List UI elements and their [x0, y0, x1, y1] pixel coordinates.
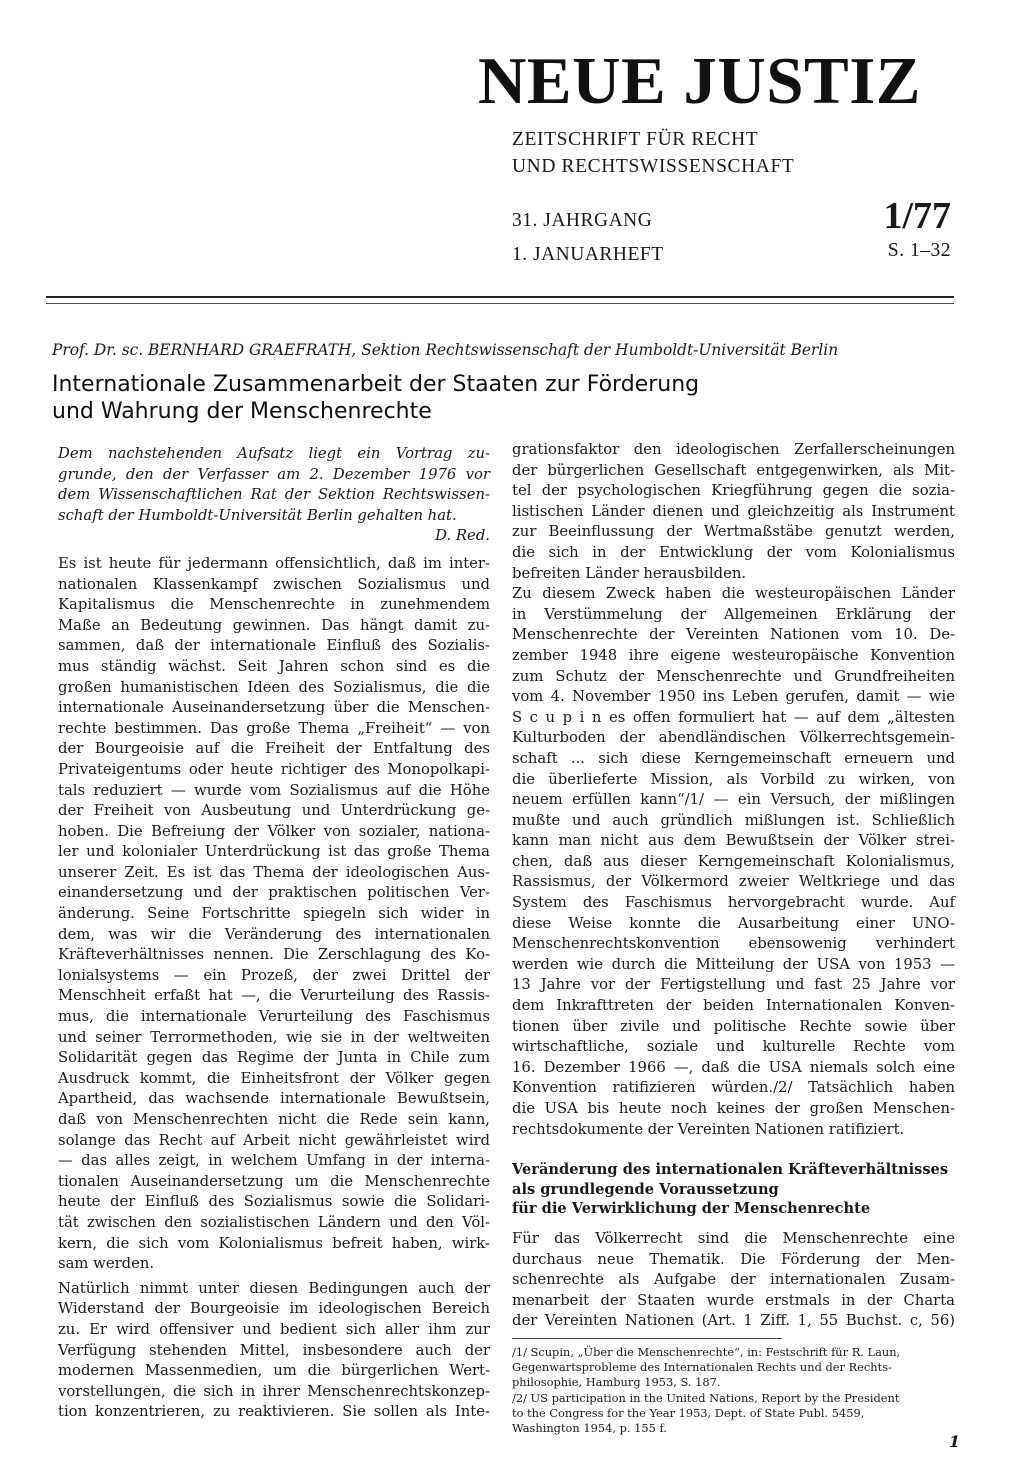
text-line: Natürlich nimmt unter diesen Bedingungen auch der [58, 1279, 490, 1297]
text-line: mus ständig wächst. Seit Jahren schon sind es die [58, 657, 490, 675]
text-line: kann man nicht aus dem Bewußtsein der Völker strei- [512, 832, 955, 850]
text-line: hoben. Die Befreiung der Völker von sozialer, nationa- [58, 822, 490, 840]
text-line: zur Beeinflussung der Wertmaßstäbe genutzt werden, [512, 523, 955, 541]
footnote [512, 1391, 955, 1435]
text-line: ler und kolonialer Unterdrückung ist das große Thema [58, 843, 490, 861]
text-line: Rassismus, der Völkermord zweier Weltkriege und das [512, 873, 955, 891]
editorial-intro [58, 444, 490, 547]
text-line: Widerstand der Bourgeoisie im ideologischen Bereich [58, 1300, 490, 1318]
text-line: kern, die sich vom Kolonialismus befreit haben, wirk- [58, 1234, 490, 1252]
footnote [512, 1345, 955, 1389]
text-line: Veränderung des internationalen Kräfteverhältnisses [512, 1161, 949, 1179]
text-line: dem Wissenschaftlichen Rat der Sektion Rechtswissen- [58, 486, 490, 504]
text-line: befreiten Länder herausbilden. [512, 564, 747, 582]
text-line: Kapitalismus die Menschenrechte in zunehmendem [58, 596, 490, 614]
text-line: Kulturboden der abendländischen Völkerrechtsgemein- [512, 729, 955, 747]
text-line: zum Schutz der Menschenrechte und Grundfreiheiten [512, 667, 955, 685]
text-line: /1/ Scupin, „Über die Menschenrechte“, in: Festschrift für R. Laun, [512, 1344, 901, 1359]
column-right [512, 440, 955, 1438]
text-line: mus, die internationale Verurteilung des Faschismus [58, 1008, 490, 1026]
text-line: neuem erfüllen kann“/1/ — ein Versuch, der mißlingen [512, 791, 955, 809]
column-left [58, 444, 490, 1423]
text-line: dem Inkrafttreten der beiden Internationalen Konven- [512, 997, 955, 1015]
text-line: wirtschaftliche, soziale und kulturelle Rechte vom [512, 1038, 955, 1056]
text-line: der Vereinten Nationen (Art. 1 Ziff. 1, 55 Buchst. c, 56) [512, 1312, 955, 1330]
text-line: Menschenrechte der Vereinten Nationen vom 10. De- [512, 626, 955, 644]
text-line: modernen Massenmedien, um die bürgerlichen Wert- [58, 1362, 490, 1380]
text-line: Solidarität gegen das Regime der Junta in Chile zum [58, 1049, 490, 1067]
text-line: mußte und auch gründlich mißlungen ist. Schließlich [512, 811, 955, 829]
article-title-line: Internationale Zusammenarbeit der Staaten zur Förderung [52, 372, 700, 397]
text-line: listischen Länder dienen und gleichzeitig als Instrument [512, 502, 955, 520]
text-line: /2/ US participation in the United Nations, Report by the President [512, 1391, 900, 1406]
text-line: Es ist heute für jedermann offensichtlich, daß im inter- [58, 554, 490, 572]
volume-label: 31. JAHRGANG [512, 210, 653, 231]
text-line: vom 4. November 1950 ins Leben gerufen, damit — wie [512, 688, 955, 706]
text-line: S c u p i n es offen formuliert hat — auf dem „ältesten [512, 708, 955, 726]
text-line: rechte bestimmen. Das große Thema „Freiheit“ — von [58, 719, 490, 737]
text-line: diese Weise konnte die Ausarbeitung einer UNO- [512, 914, 955, 932]
text-line: als grundlegende Voraussetzung [512, 1180, 779, 1198]
text-line: schenrechte als Aufgabe der internationalen Zusam- [512, 1271, 955, 1289]
text-line: zember 1948 ihre eigene westeuropäische Konvention [512, 646, 955, 664]
text-line: die USA bis heute noch keines der großen Menschen- [512, 1100, 955, 1117]
text-line: der Bourgeoisie auf die Freiheit der Entfaltung des [58, 740, 490, 758]
text-line: lonialsystems — ein Prozeß, der zwei Drittel der [58, 966, 490, 984]
article-title [52, 371, 952, 425]
text-line: die überlieferte Mission, als Vorbild zu wirken, von [512, 770, 955, 788]
text-line: Für das Völkerrecht sind die Menschenrechte eine [512, 1229, 955, 1247]
paragraph [58, 554, 490, 1275]
text-line: und seiner Terrormethoden, wie sie in der weltweiten [58, 1028, 490, 1046]
text-line: tionalen Auseinandersetzung um die Menschenrechte [58, 1172, 490, 1190]
text-line: Menschenrechtskonvention ebensowenig verhindert [512, 935, 955, 953]
text-line: — das alles zeigt, in welchem Umfang in der interna- [58, 1152, 490, 1170]
text-line: sam werden. [58, 1255, 155, 1273]
masthead-rule [46, 296, 954, 298]
text-line: Dem nachstehenden Aufsatz liegt ein Vortrag zu- [58, 445, 490, 462]
text-line: großen humanistischen Ideen des Sozialismus, die die [58, 678, 490, 696]
text-line: daß von Menschenrechten nicht die Rede sein kann, [58, 1111, 490, 1128]
paragraph [512, 1229, 955, 1332]
text-line: chen, daß aus dieser Kerngemeinschaft Kolonialismus, [512, 852, 955, 870]
text-line: durchaus neue Thematik. Die Förderung der Men- [512, 1250, 955, 1268]
issue-info [512, 204, 664, 272]
text-line: Gegenwartsprobleme des Internationalen Rechts und der Rechts- [512, 1359, 892, 1374]
text-line: tionen über zivile und politische Rechte sowie über [512, 1017, 955, 1035]
text-line: Zu diesem Zweck haben die westeuropäischen Länder [512, 585, 955, 603]
text-line: dem, was wir die Veränderung des internationalen [58, 925, 490, 943]
text-line: Washington 1954, p. 155 f. [512, 1420, 667, 1435]
text-line: änderung. Seine Fortschritte spiegeln sich wider in [58, 905, 490, 923]
issue-label: 1. JANUARHEFT [512, 244, 664, 265]
section-heading [512, 1160, 955, 1219]
text-line: menarbeit der Staaten wurde erstmals in der Charta [512, 1291, 955, 1309]
masthead-rule-thin [46, 303, 954, 304]
journal-subtitle-line: UND RECHTSWISSENSCHAFT [512, 156, 795, 177]
text-line: Ausdruck kommt, die Einheitsfront der Völker gegen [58, 1069, 490, 1087]
text-line: heute der Einfluß des Sozialismus sowie die Solidari- [58, 1193, 490, 1211]
text-line: einandersetzung und der praktischen politischen Ver- [58, 884, 490, 902]
paragraph [512, 584, 955, 1140]
text-line: solange das Recht auf Arbeit nicht gewährleistet wird [58, 1131, 490, 1149]
text-line: tät zwischen den sozialistischen Ländern und den Völ- [58, 1213, 490, 1231]
text-line: der bürgerlichen Gesellschaft entgegenwirken, als Mit- [512, 461, 955, 479]
paragraph [58, 1279, 490, 1423]
article-title-line: und Wahrung der Menschenrechte [52, 399, 432, 424]
issue-pages: S. 1–32 [887, 240, 951, 261]
editorial-signature: D. Red. [435, 527, 490, 545]
text-line: vorstellungen, die sich in ihrer Menschenrechtskonzep- [58, 1382, 490, 1400]
text-line: Verfügung stehenden Mittel, insbesondere auch der [58, 1341, 490, 1359]
text-line: tion konzentrieren, zu reaktivieren. Sie sollen als Inte- [58, 1403, 490, 1421]
text-line: werden wie durch die Mitteilung der USA von 1953 — [512, 955, 955, 973]
text-line: schaft der Humboldt-Universität Berlin gehalten hat. [58, 506, 457, 524]
text-line: Konvention ratifizieren würden./2/ Tatsächlich haben [512, 1079, 955, 1097]
text-line: grationsfaktor den ideologischen Zerfallerscheinungen [512, 441, 955, 458]
text-line: Apartheid, das wachsende internationale Bewußtsein, [58, 1090, 490, 1108]
text-line: rechtsdokumente der Vereinten Nationen ratifiziert. [512, 1120, 905, 1138]
journal-subtitle [512, 126, 794, 180]
text-line: in Verstümmelung der Allgemeinen Erklärung der [512, 605, 955, 623]
text-line: grunde, den der Verfasser am 2. Dezember 1976 vor [58, 465, 490, 483]
journal-title: NEUE JUSTIZ [478, 44, 921, 118]
text-line: philosophie, Hamburg 1953, S. 187. [512, 1374, 721, 1389]
text-line: der Freiheit von Ausbeutung und Unterdrückung ge- [58, 802, 490, 820]
text-line: Privateigentums oder heute richtiger des Monopolkapi- [58, 760, 490, 778]
text-line: tel der psychologischen Kriegführung gegen die sozia- [512, 482, 955, 500]
paragraph [512, 440, 955, 584]
text-line: für die Verwirklichung der Menschenrechte [512, 1200, 871, 1218]
text-line: 13 Jahre vor der Fertigstellung und fast 25 Jahre vor [512, 976, 955, 994]
text-line: unserer Zeit. Es ist das Thema der ideologischen Aus- [58, 863, 490, 881]
footnote-rule [512, 1338, 782, 1339]
text-line: to the Congress for the Year 1953, Dept. of State Publ. 5459, [512, 1406, 865, 1421]
text-line: internationale Auseinandersetzung über die Menschen- [58, 699, 490, 717]
text-line: tals reduziert — wurde vom Sozialismus auf die Höhe [58, 781, 490, 799]
journal-subtitle-line: ZEITSCHRIFT FÜR RECHT [512, 129, 759, 150]
text-line: nationalen Klassenkampf zwischen Sozialismus und [58, 575, 490, 593]
text-line: schaft ... sich diese Kerngemeinschaft erneuern und [512, 749, 955, 767]
text-line: Kräfteverhältnisses nennen. Die Zerschlagung des Ko- [58, 946, 490, 964]
text-line: System des Faschismus hervorgebracht wurde. Auf [512, 894, 955, 912]
text-line: Menschheit erfaßt hat —, die Verurteilung des Rassis- [58, 987, 490, 1005]
text-line: die sich in der Entwicklung der vom Kolonialismus [512, 543, 955, 561]
text-line: sammen, daß der internationale Einfluß des Sozialis- [58, 637, 490, 655]
text-line: 16. Dezember 1966 —, daß die USA niemals solch eine [512, 1058, 955, 1076]
article-author: Prof. Dr. sc. BERNHARD GRAEFRATH, Sektion Rechtswissenschaft der Humboldt-Universität Berlin [52, 341, 839, 359]
footnotes [512, 1345, 955, 1436]
text-line: Maße an Bedeutung gewinnen. Das hängt damit zu- [58, 616, 490, 634]
text-line: zu. Er wird offensiver und bedient sich aller ihm zur [58, 1320, 490, 1338]
page-number: 1 [948, 1432, 960, 1451]
issue-number: 1/77 [883, 195, 951, 237]
